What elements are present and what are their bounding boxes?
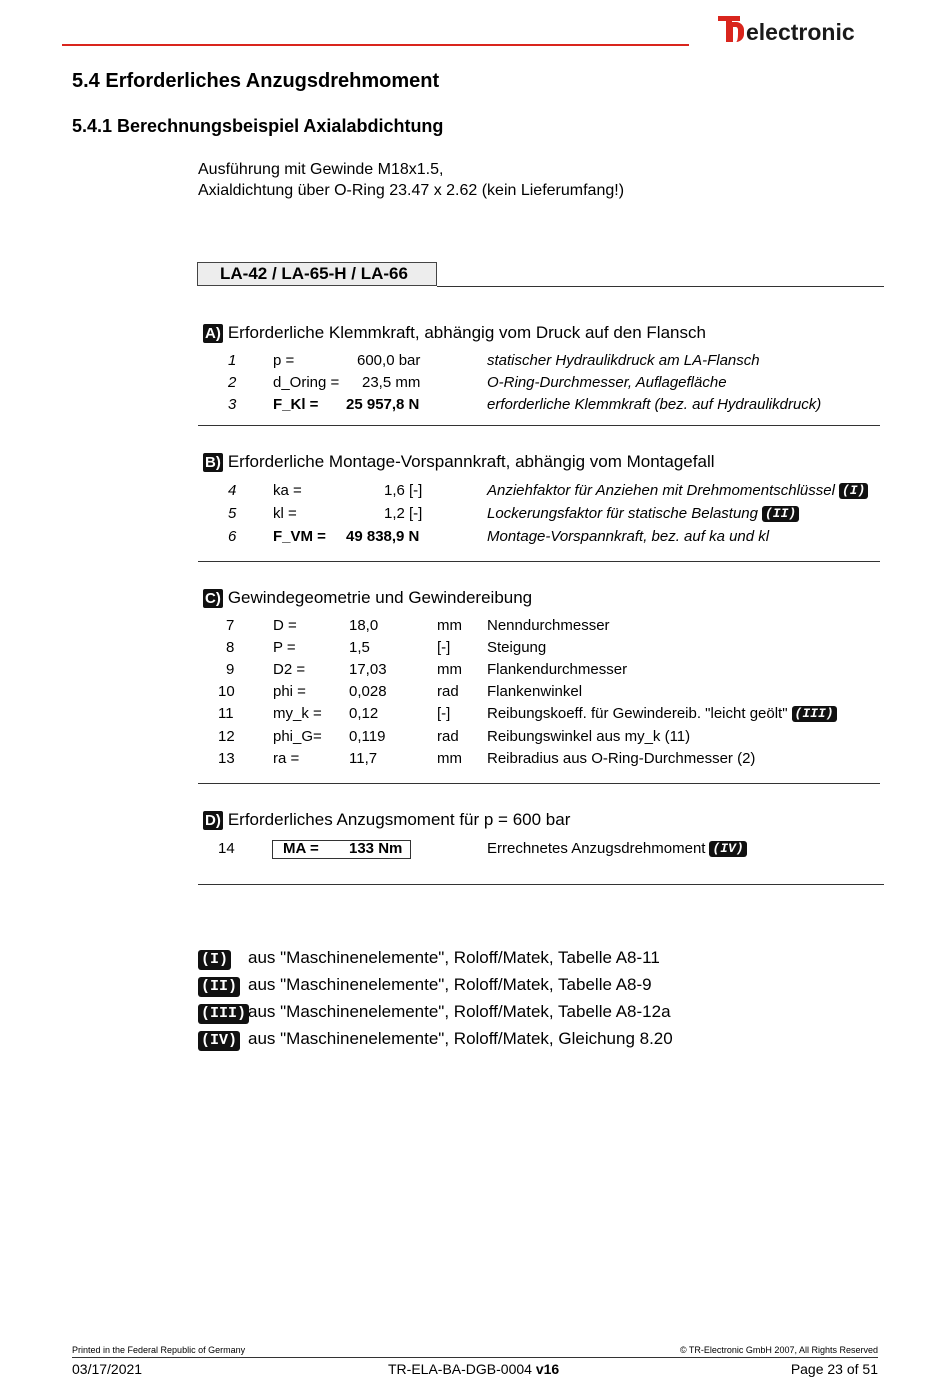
reference-text: aus "Maschinenelemente", Roloff/Matek, Tabelle A8-12a <box>248 1002 671 1021</box>
intro-text <box>198 159 624 201</box>
section-d-title <box>203 810 570 830</box>
table-row-name: D2 = <box>273 661 306 678</box>
table-row-value: 17,03 <box>349 661 387 678</box>
footer-copyright: © TR-Electronic GmbH 2007, All Rights Reserved <box>679 1345 878 1355</box>
reference-text: aus "Maschinenelemente", Roloff/Matek, Tabelle A8-9 <box>248 975 652 994</box>
table-row-unit: rad <box>437 728 459 745</box>
table-row-desc: Flankenwinkel <box>487 683 583 700</box>
table-row-no: 7 <box>226 617 235 634</box>
footer-date: 03/17/2021 <box>72 1361 143 1377</box>
table-row-desc: Errechnetes Anzugsdrehmoment (IV) <box>487 839 747 859</box>
reference-item <box>198 1027 673 1051</box>
reference-text: aus "Maschinenelemente", Roloff/Matek, Tabelle A8-11 <box>248 948 660 967</box>
table-row-value: 1,2 [-] <box>384 505 423 522</box>
table-row-value: 133 Nm <box>349 840 403 857</box>
table-row-desc: Reibradius aus O-Ring-Durchmesser (2) <box>487 750 756 767</box>
table-row-name: d_Oring = <box>273 374 340 391</box>
model-label: LA-42 / LA-65-H / LA-66 <box>197 262 437 286</box>
table-row-name: F_Kl = <box>273 396 319 413</box>
logo-text: electronic <box>746 19 855 45</box>
reference-item <box>198 1000 671 1024</box>
table-row-no: 9 <box>226 661 235 678</box>
table-row-unit: mm <box>437 661 462 678</box>
section-title: 5.4 Erforderliches Anzugsdrehmoment <box>72 70 440 92</box>
section-c-marker: C) <box>205 589 221 607</box>
footer-rule <box>72 1357 878 1358</box>
reference-mark: (IV) <box>198 1031 240 1051</box>
table-row: 6 <box>228 528 237 545</box>
table-row: 4 <box>228 482 237 499</box>
table-row-name: phi_G= <box>273 728 322 745</box>
table-row-name: kl = <box>273 505 297 522</box>
table-row-value: 0,028 <box>349 683 387 700</box>
section-b-heading: Erforderliche Montage-Vorspannkraft, abhängig vom Montagefall <box>227 452 715 471</box>
table-row-unit: rad <box>437 683 459 700</box>
table-row-no: 11 <box>218 705 234 722</box>
table-row-unit: mm <box>437 750 462 767</box>
table-row-no: 10 <box>218 683 235 700</box>
ref-tag-iii: (III) <box>792 706 837 722</box>
table-row-value: 600,0 bar <box>357 352 421 369</box>
table-row-desc: Lockerungsfaktor für statische Belastung (II) <box>487 504 799 524</box>
header-rule <box>62 44 689 46</box>
section-d-rule <box>198 884 884 885</box>
ref-tag-ii: (II) <box>762 506 799 522</box>
section-a-title <box>203 323 706 343</box>
table-row-desc: Reibungskoeff. für Gewindereib. "leicht geölt" (III) <box>487 704 837 724</box>
table-row: 3 <box>228 396 237 413</box>
section-c-heading: Gewindegeometrie und Gewindereibung <box>227 588 533 607</box>
table-row-name: F_VM = <box>273 528 326 545</box>
table-row-name: P = <box>273 639 296 656</box>
table-row-value: 0,119 <box>349 728 386 745</box>
ref-tag-i: (I) <box>839 483 868 499</box>
reference-text: aus "Maschinenelemente", Roloff/Matek, Gleichung 8.20 <box>248 1029 673 1048</box>
table-row: 5 <box>228 505 237 522</box>
table-row-desc: O-Ring-Durchmesser, Auflagefläche <box>487 374 727 391</box>
section-b-marker: B) <box>205 453 221 471</box>
table-row-name: ra = <box>273 750 300 767</box>
section-b-rule <box>198 561 880 562</box>
table-row-desc: erforderliche Klemmkraft (bez. auf Hydraulikdruck) <box>487 396 822 413</box>
table-row-value: 0,12 <box>349 705 379 722</box>
table-row-name: D = <box>273 617 297 634</box>
section-d-marker: D) <box>205 811 221 829</box>
reference-item <box>198 973 652 997</box>
table-row-desc: Anziehfaktor für Anziehen mit Drehmomentschlüssel (I) <box>487 481 868 501</box>
tr-electronic-logo <box>718 10 855 46</box>
reference-mark: (III) <box>198 1004 249 1024</box>
reference-mark: (II) <box>198 977 240 997</box>
footer-printed: Printed in the Federal Republic of Germany <box>72 1345 246 1355</box>
table-row-desc: statischer Hydraulikdruck am LA-Flansch <box>487 352 760 369</box>
section-c-rule <box>198 783 880 784</box>
table-row-name: ka = <box>273 482 302 499</box>
ref-tag-iv: (IV) <box>709 841 746 857</box>
reference-item <box>198 946 660 970</box>
table-row-value: 25 957,8 N <box>346 396 420 413</box>
table-row-value: 23,5 mm <box>362 374 421 391</box>
section-a-heading: Erforderliche Klemmkraft, abhängig vom Druck auf den Flansch <box>227 323 706 342</box>
table-row-desc: Steigung <box>487 639 547 656</box>
table-row-unit: [-] <box>437 639 451 656</box>
footer-doc-id: TR-ELA-BA-DGB-0004 v16 <box>388 1361 560 1377</box>
table-row-name: phi = <box>273 683 306 700</box>
table-row-no: 8 <box>226 639 235 656</box>
section-d-heading: Erforderliches Anzugsmoment für p = 600 bar <box>227 810 571 829</box>
subsection-title: 5.4.1 Berechnungsbeispiel Axialabdichtung <box>72 116 444 136</box>
table-row-desc: Montage-Vorspannkraft, bez. auf ka und kl <box>487 528 770 545</box>
table-row-value: 1,6 [-] <box>384 482 423 499</box>
table-row-value: 18,0 <box>349 617 379 634</box>
table-row-unit: [-] <box>437 705 451 722</box>
tr-logo-icon <box>718 12 744 46</box>
footer-version: v16 <box>535 1361 560 1377</box>
intro-line-2: Axialdichtung über O-Ring 23.47 x 2.62 (kein Lieferumfang!) <box>198 182 625 199</box>
table-row-desc: Nenndurchmesser <box>487 617 610 634</box>
section-a-rule <box>198 425 880 426</box>
table-row-name: MA = <box>283 840 319 857</box>
model-rule <box>437 286 884 287</box>
section-b-title <box>203 452 715 472</box>
table-row-name: my_k = <box>273 705 322 722</box>
section-a-marker: A) <box>205 324 221 342</box>
reference-mark: (I) <box>198 950 231 970</box>
table-row: 1 <box>228 352 237 369</box>
table-row-name: p = <box>273 352 295 369</box>
table-row-value: 49 838,9 N <box>346 528 420 545</box>
table-row-no: 12 <box>218 728 235 745</box>
table-row-value: 1,5 <box>349 639 370 656</box>
table-row-value: 11,7 <box>349 750 378 767</box>
table-row-unit: mm <box>437 617 462 634</box>
table-row: 2 <box>228 374 237 391</box>
table-row-no: 14 <box>218 840 235 857</box>
table-row-desc: Reibungswinkel aus my_k (11) <box>487 728 691 745</box>
intro-line-1: Ausführung mit Gewinde M18x1.5, <box>198 161 444 178</box>
table-row-no: 13 <box>218 750 235 767</box>
table-row-desc: Flankendurchmesser <box>487 661 628 678</box>
footer-page: Page 23 of 51 <box>790 1361 878 1377</box>
section-c-title <box>203 588 532 608</box>
